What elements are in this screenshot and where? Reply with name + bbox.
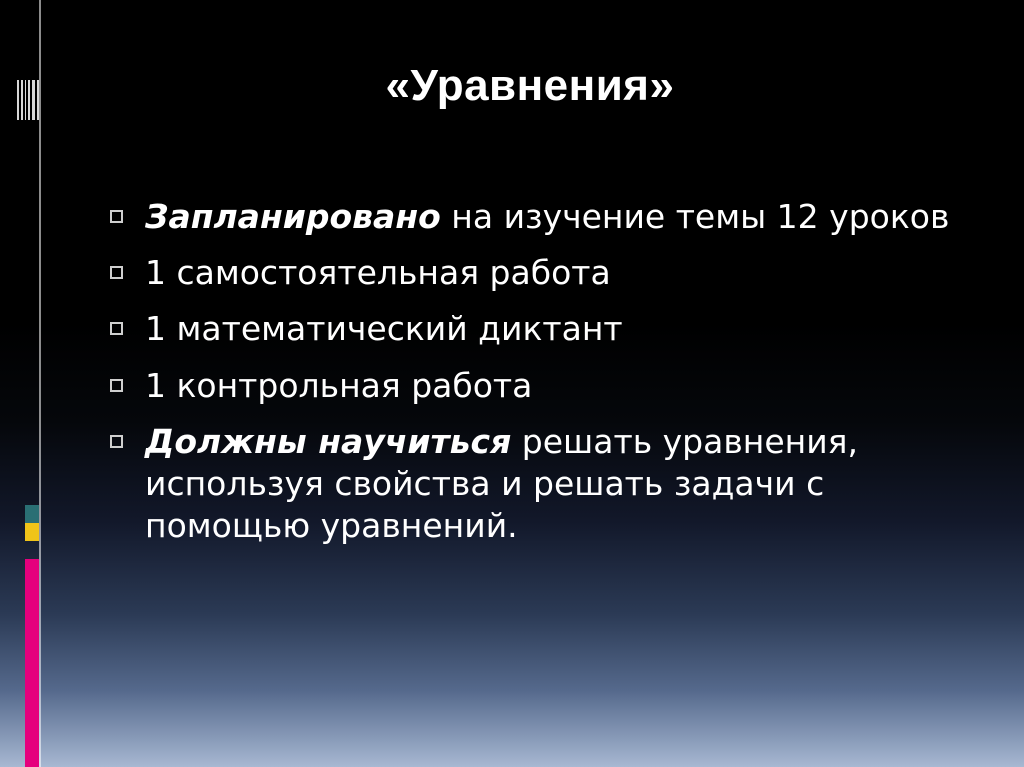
list-item [110, 252, 950, 294]
list-item-emphasis: Должны научиться [145, 421, 512, 461]
list-item-rest: 1 математический диктант [145, 309, 623, 349]
list-item-rest: решать уравнения, используя свойства и решать задачи с помощью уравнений. [145, 421, 859, 546]
bullet-list [110, 196, 950, 562]
list-item-rest: на изучение темы 12 уроков [440, 197, 950, 236]
list-item-rest: 1 самостоятельная работа [145, 253, 611, 293]
square-bullet-icon [110, 266, 123, 279]
list-item-text [145, 308, 950, 350]
list-item-emphasis: Запланировано [145, 197, 441, 236]
list-item-rest: 1 контрольная работа [145, 365, 533, 405]
list-item [110, 196, 950, 238]
list-item [110, 421, 950, 548]
swatch-teal [25, 505, 39, 523]
list-item [110, 308, 950, 350]
barcode-icon [17, 80, 39, 120]
color-swatches [25, 505, 39, 541]
slide-title: «Уравнения» [385, 61, 675, 110]
square-bullet-icon [110, 210, 123, 223]
square-bullet-icon [110, 435, 123, 448]
square-bullet-icon [110, 322, 123, 335]
swatch-pink-bar [25, 559, 39, 767]
rail-vertical-line [39, 0, 41, 767]
list-item-text [145, 196, 950, 238]
left-decorative-rail [0, 0, 56, 767]
list-item-text [145, 252, 950, 294]
swatch-yellow [25, 523, 39, 541]
list-item-text [145, 365, 950, 407]
square-bullet-icon [110, 379, 123, 392]
list-item-text [145, 421, 950, 548]
list-item [110, 365, 950, 407]
